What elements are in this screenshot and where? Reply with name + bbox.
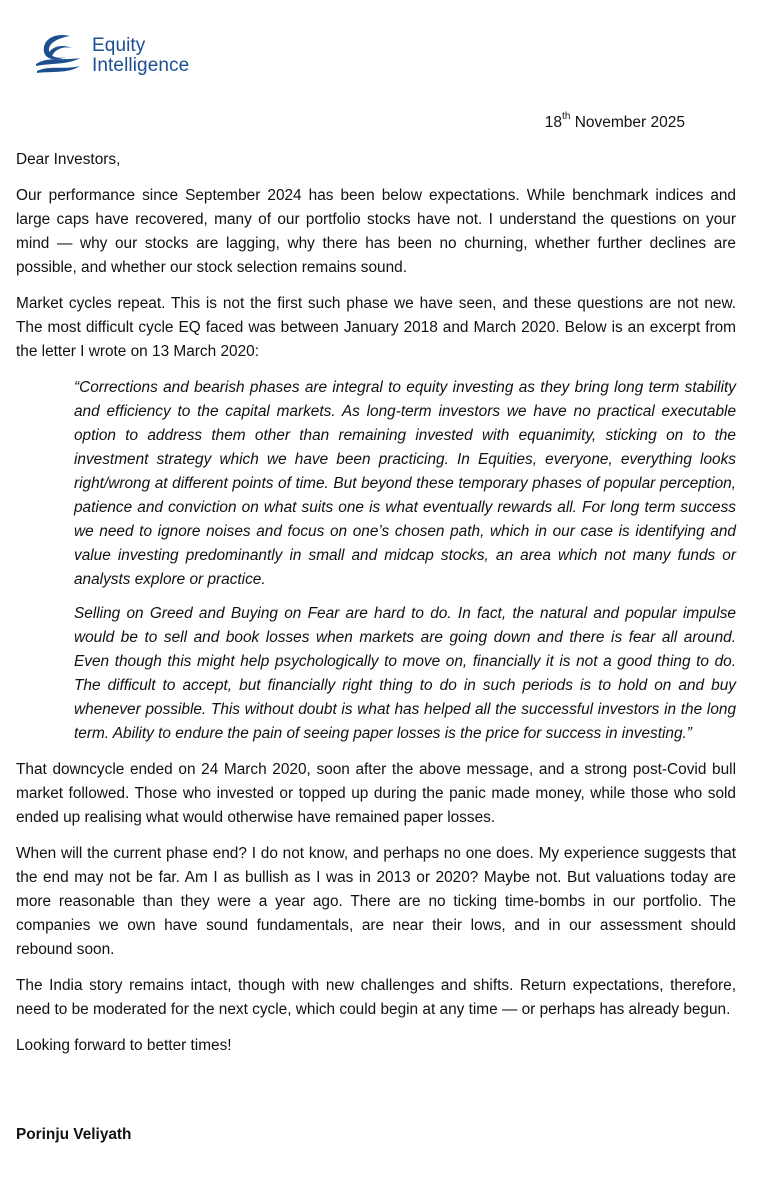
quote-paragraph: “Corrections and bearish phases are integral to equity investing as they bring long term stability and efficiency to the capital markets. As long-term investors we have no practical executable option to address them other than remaining invested with equanimity, sticking on to the investment strategy which we have been practicing. In Equities, everyone, everything looks right/wrong at different points of time. But beyond these temporary phases of popular perception, patience and conviction on what suits one is what eventually rewards all. For long term success we need to ignore noises and focus on one’s chosen path, which in our case is identifying and value investing predominantly in small and midcap stocks, an area which not many funds or analysts explore or practice. xyxy=(74,379,736,588)
date-day: 18 xyxy=(544,114,563,132)
equity-intelligence-logo-icon xyxy=(32,30,84,82)
brand-logo xyxy=(32,30,189,82)
paragraph-india-story: The India story remains intact, though with new challenges and shifts. Return expectations, therefore, need to be moderated for the next cycle, which could begin at any time — or perhaps has already begun. xyxy=(16,977,736,1018)
paragraph-market-cycles: Market cycles repeat. This is not the first such phase we have seen, and these questions are not new. The most difficult cycle EQ faced was between January 2018 and March 2020. Below is an excerpt from the letter I wrote on 13 March 2020: xyxy=(16,295,736,360)
signature-name: Porinju Veliyath xyxy=(16,1126,132,1143)
brand-name xyxy=(92,36,189,76)
date-rest: November 2025 xyxy=(574,114,685,132)
salutation: Dear Investors, xyxy=(16,151,121,168)
letter-date xyxy=(545,113,685,132)
quote-paragraph: Selling on Greed and Buying on Fear are hard to do. In fact, the natural and popular impulse would be to sell and book losses when markets are going down and there is fear all around. Even though this might help psychologically to move on, financially it is not a good thing to do. The difficult to accept, but financially right thing to do in such periods is to hold on and buy whenever possible. This without doubt is what has helped all the successful investors in the long term. Ability to endure the pain of seeing paper losses is the price for success in investing.” xyxy=(74,605,736,742)
date-suffix: th xyxy=(562,111,571,122)
paragraph-performance: Our performance since September 2024 has been below expectations. While benchmark indices and large caps have recovered, many of our portfolio stocks have not. I understand the questions on your mind — why our stocks are lagging, why there has been no churning, whether further declines are possible, and whether our stock selection remains sound. xyxy=(16,187,736,276)
closing-line: Looking forward to better times! xyxy=(16,1037,232,1054)
brand-name-line1: Equity xyxy=(92,35,146,57)
quoted-excerpt xyxy=(74,376,736,746)
letter-body xyxy=(16,148,736,1070)
brand-name-line2: Intelligence xyxy=(92,55,190,76)
paragraph-current-phase: When will the current phase end? I do not know, and perhaps no one does. My experience suggests that the end may not be far. Am I as bullish as I was in 2013 or 2020? Maybe not. But valuations today are more reasonable than they were a year ago. There are no ticking time-bombs in our portfolio. The companies we own have sound fundamentals, are near their lows, and in our assessment should rebound soon. xyxy=(16,845,736,958)
paragraph-downcycle: That downcycle ended on 24 March 2020, soon after the above message, and a strong post-Covid bull market followed. Those who invested or topped up during the panic made money, while those who sold ended up realising what would otherwise have remained paper losses. xyxy=(16,761,736,826)
